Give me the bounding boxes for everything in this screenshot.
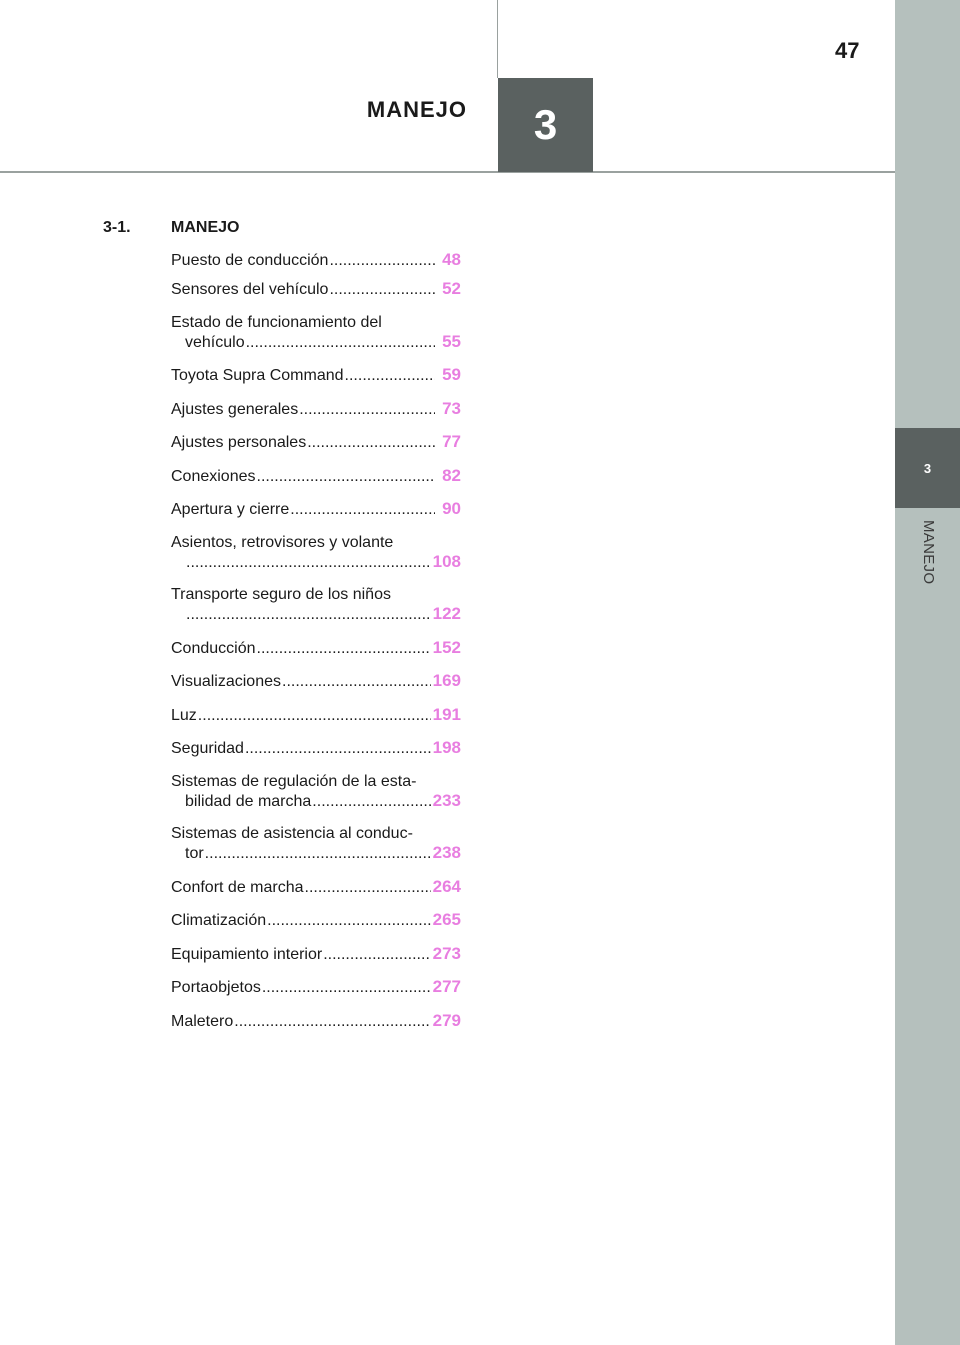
- toc-page-link[interactable]: 277: [432, 977, 461, 996]
- toc-leader-dots: [186, 553, 431, 572]
- toc-entry[interactable]: [171, 499, 461, 519]
- toc-leader-dots: [186, 605, 431, 624]
- toc-entry[interactable]: [171, 824, 461, 863]
- toc-page-link[interactable]: 265: [432, 910, 461, 929]
- toc-entry[interactable]: [171, 585, 461, 624]
- toc-page-link[interactable]: 169: [432, 671, 461, 690]
- toc-page-link[interactable]: 55: [442, 331, 461, 351]
- chapter-thumb-number: 3: [923, 460, 932, 476]
- toc-leader-dots: [267, 911, 430, 930]
- toc-entry-title: Ajustes personales: [171, 434, 307, 451]
- toc-leader-dots: [299, 400, 435, 419]
- toc-entry[interactable]: [171, 533, 461, 572]
- toc-page-link[interactable]: 122: [432, 604, 461, 623]
- side-chapter-label: [895, 520, 960, 610]
- toc-entry[interactable]: [171, 705, 461, 725]
- toc-entry-title: Confort de marcha: [171, 878, 304, 896]
- toc-page-link[interactable]: 191: [432, 704, 461, 724]
- toc-page-link[interactable]: 73: [442, 398, 461, 418]
- toc-entry[interactable]: [171, 313, 461, 352]
- toc-entry-title: Estado de funcionamiento del: [171, 313, 382, 331]
- toc-page-link[interactable]: 152: [432, 637, 461, 657]
- table-of-contents: [171, 250, 461, 1044]
- toc-entry-title: Ajustes generales: [171, 400, 299, 418]
- toc-page-link[interactable]: 77: [442, 432, 461, 451]
- toc-entry[interactable]: [171, 466, 461, 486]
- toc-entry-title: Transporte seguro de los niños: [171, 586, 391, 603]
- toc-leader-dots: [205, 844, 431, 863]
- toc-entry[interactable]: [171, 365, 461, 385]
- toc-entry[interactable]: [171, 738, 461, 758]
- toc-entry[interactable]: [171, 977, 461, 997]
- chapter-title: MANEJO: [366, 97, 467, 122]
- toc-leader-dots: [234, 1012, 430, 1031]
- toc-entry-title: Climatización: [171, 912, 267, 929]
- toc-entry-title: Asientos, retrovisores y volante: [171, 533, 394, 551]
- toc-entry[interactable]: [171, 944, 461, 964]
- toc-leader-dots: [290, 500, 435, 519]
- toc-entry[interactable]: [171, 910, 461, 930]
- toc-entry[interactable]: [171, 432, 461, 452]
- toc-entry-title: Sistemas de asistencia al conduc-: [171, 825, 413, 842]
- toc-entry-title: Conducción: [171, 639, 256, 657]
- toc-entry-title: Seguridad: [171, 740, 244, 757]
- toc-page-link[interactable]: 48: [442, 250, 461, 269]
- toc-leader-dots: [257, 639, 431, 658]
- toc-entry-title: Equipamiento interior: [171, 945, 323, 963]
- toc-leader-dots: [345, 366, 435, 385]
- toc-leader-dots: [245, 739, 431, 758]
- toc-entry[interactable]: [171, 772, 461, 811]
- toc-page-link[interactable]: 108: [432, 551, 461, 571]
- toc-entry-title: Toyota Supra Command: [171, 367, 344, 384]
- toc-entry-title: bilidad de marcha: [185, 792, 312, 810]
- toc-page-link[interactable]: 233: [432, 790, 461, 810]
- side-chapter-title: MANEJO: [919, 520, 937, 585]
- side-thumb-bar: [895, 0, 960, 1345]
- toc-entry-title: Sistemas de regulación de la esta-: [171, 772, 417, 790]
- toc-entry-title: Puesto de conducción: [171, 252, 329, 269]
- toc-entry[interactable]: [171, 250, 461, 270]
- toc-leader-dots: [262, 978, 431, 997]
- toc-entry[interactable]: [171, 638, 461, 658]
- toc-leader-dots: [246, 333, 435, 352]
- toc-leader-dots: [329, 251, 435, 270]
- toc-entry-title: Maletero: [171, 1012, 234, 1030]
- header-vertical-rule: [497, 0, 498, 78]
- chapter-thumb-tab[interactable]: [895, 428, 960, 508]
- page-number: 47: [835, 38, 860, 63]
- toc-page-link[interactable]: 90: [442, 499, 461, 518]
- chapter-number-box: [498, 78, 593, 172]
- header-rule: [0, 171, 895, 173]
- toc-page-link[interactable]: 273: [432, 943, 461, 963]
- toc-page-link[interactable]: 279: [432, 1010, 461, 1030]
- toc-entry[interactable]: [171, 1011, 461, 1031]
- toc-leader-dots: [305, 878, 431, 897]
- toc-leader-dots: [282, 672, 431, 691]
- toc-entry-title: tor: [185, 845, 204, 862]
- toc-entry[interactable]: [171, 279, 461, 299]
- toc-entry[interactable]: [171, 877, 461, 897]
- toc-entry[interactable]: [171, 671, 461, 691]
- toc-entry-title: Conexiones: [171, 467, 256, 485]
- toc-leader-dots: [329, 280, 435, 299]
- toc-page-link[interactable]: 198: [432, 738, 461, 757]
- toc-leader-dots: [312, 792, 430, 811]
- toc-leader-dots: [257, 467, 436, 486]
- section-number: 3-1.: [103, 219, 131, 236]
- toc-page-link[interactable]: 82: [442, 465, 461, 485]
- toc-page-link[interactable]: 238: [432, 843, 461, 862]
- toc-leader-dots: [198, 706, 431, 725]
- toc-page-link[interactable]: 52: [442, 279, 461, 298]
- toc-entry-title: Portaobjetos: [171, 979, 261, 996]
- toc-entry-title: Apertura y cierre: [171, 501, 290, 518]
- toc-page-link[interactable]: 264: [432, 876, 461, 896]
- toc-entry-title: vehículo: [185, 333, 245, 351]
- toc-entry-title: Sensores del vehículo: [171, 281, 329, 298]
- toc-leader-dots: [323, 945, 430, 964]
- toc-entry[interactable]: [171, 399, 461, 419]
- toc-entry-title: Luz: [171, 706, 197, 724]
- toc-page-link[interactable]: 59: [442, 365, 461, 384]
- chapter-number: 3: [533, 101, 558, 148]
- section-title: MANEJO: [171, 219, 240, 236]
- toc-leader-dots: [307, 433, 435, 452]
- toc-entry-title: Visualizaciones: [171, 673, 281, 690]
